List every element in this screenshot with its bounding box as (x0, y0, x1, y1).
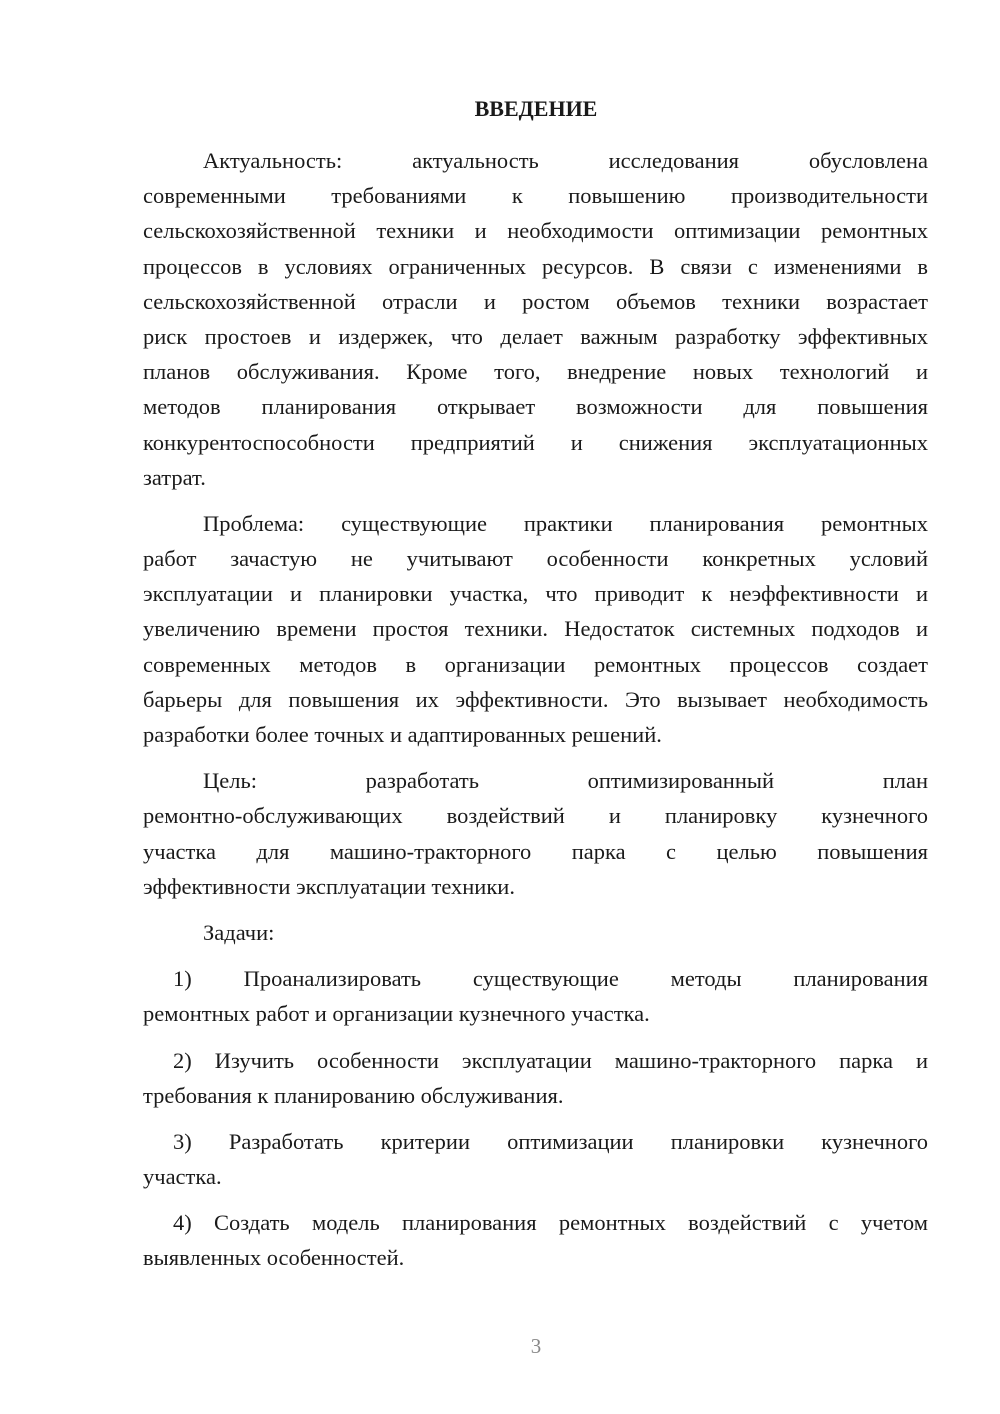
text-line: Проблема: существующие практики планирования ремонтных (203, 510, 928, 536)
text-line: эффективности эксплуатации техники. (143, 873, 515, 899)
text-line: ремонтных работ и организации кузнечного участка. (143, 1001, 650, 1027)
paragraph (143, 143, 928, 495)
page-number: 3 (530, 1334, 542, 1358)
text-line: Задачи: (203, 919, 275, 945)
text-line: участка. (143, 1164, 222, 1190)
text-line: 4) Создать модель планирования ремонтных воздействий с учетом (173, 1210, 928, 1236)
text-line: методов планирования открывает возможности для повышения (143, 394, 928, 420)
paragraph (143, 1043, 928, 1113)
body-text (143, 143, 928, 1287)
text-line: сельскохозяйственной техники и необходимости оптимизации ремонтных (143, 218, 928, 244)
text-line: 2) Изучить особенности эксплуатации машино-тракторного парка и (173, 1047, 928, 1073)
text-line: конкурентоспособности предприятий и снижения эксплуатационных (143, 429, 928, 455)
paragraph (143, 961, 928, 1031)
text-line: современных методов в организации ремонтных процессов создает (143, 651, 928, 677)
paragraph (143, 915, 928, 950)
text-line: эксплуатации и планировки участка, что приводит к неэффективности и (143, 581, 928, 607)
text-line: сельскохозяйственной отрасли и ростом объемов техники возрастает (143, 288, 928, 314)
section-title: ВВЕДЕНИЕ (474, 96, 598, 121)
text-line: барьеры для повышения их эффективности. Это вызывает необходимость (143, 686, 928, 712)
text-line: 1) Проанализировать существующие методы планирования (173, 966, 928, 992)
text-line: 3) Разработать критерии оптимизации планировки кузнечного (173, 1128, 928, 1154)
text-line: процессов в условиях ограниченных ресурсов. В связи с изменениями в (143, 253, 928, 279)
text-line: планов обслуживания. Кроме того, внедрение новых технологий и (143, 359, 928, 385)
paragraph (143, 1124, 928, 1194)
text-line: Цель: разработать оптимизированный план (203, 768, 928, 794)
text-line: разработки более точных и адаптированных решений. (143, 722, 662, 747)
text-line: выявленных особенностей. (143, 1245, 405, 1271)
text-line: участка для машино-тракторного парка с целью повышения (143, 838, 928, 864)
paragraph (143, 1205, 928, 1275)
text-line: требования к планированию обслуживания. (143, 1082, 564, 1108)
text-line: ремонтно-обслуживающих воздействий и планировку кузнечного (143, 803, 928, 829)
text-line: увеличению времени простоя техники. Недостаток системных подходов и (143, 616, 928, 642)
text-line: работ зачастую не учитывают особенности конкретных условий (143, 546, 928, 572)
text-line: риск простоев и издержек, что делает важным разработку эффективных (143, 323, 928, 349)
paragraph (143, 763, 928, 904)
text-line: затрат. (143, 464, 206, 490)
paragraph (143, 506, 928, 752)
text-line: современными требованиями к повышению производительности (143, 183, 928, 209)
text-line: Актуальность: актуальность исследования обусловлена (203, 148, 928, 173)
